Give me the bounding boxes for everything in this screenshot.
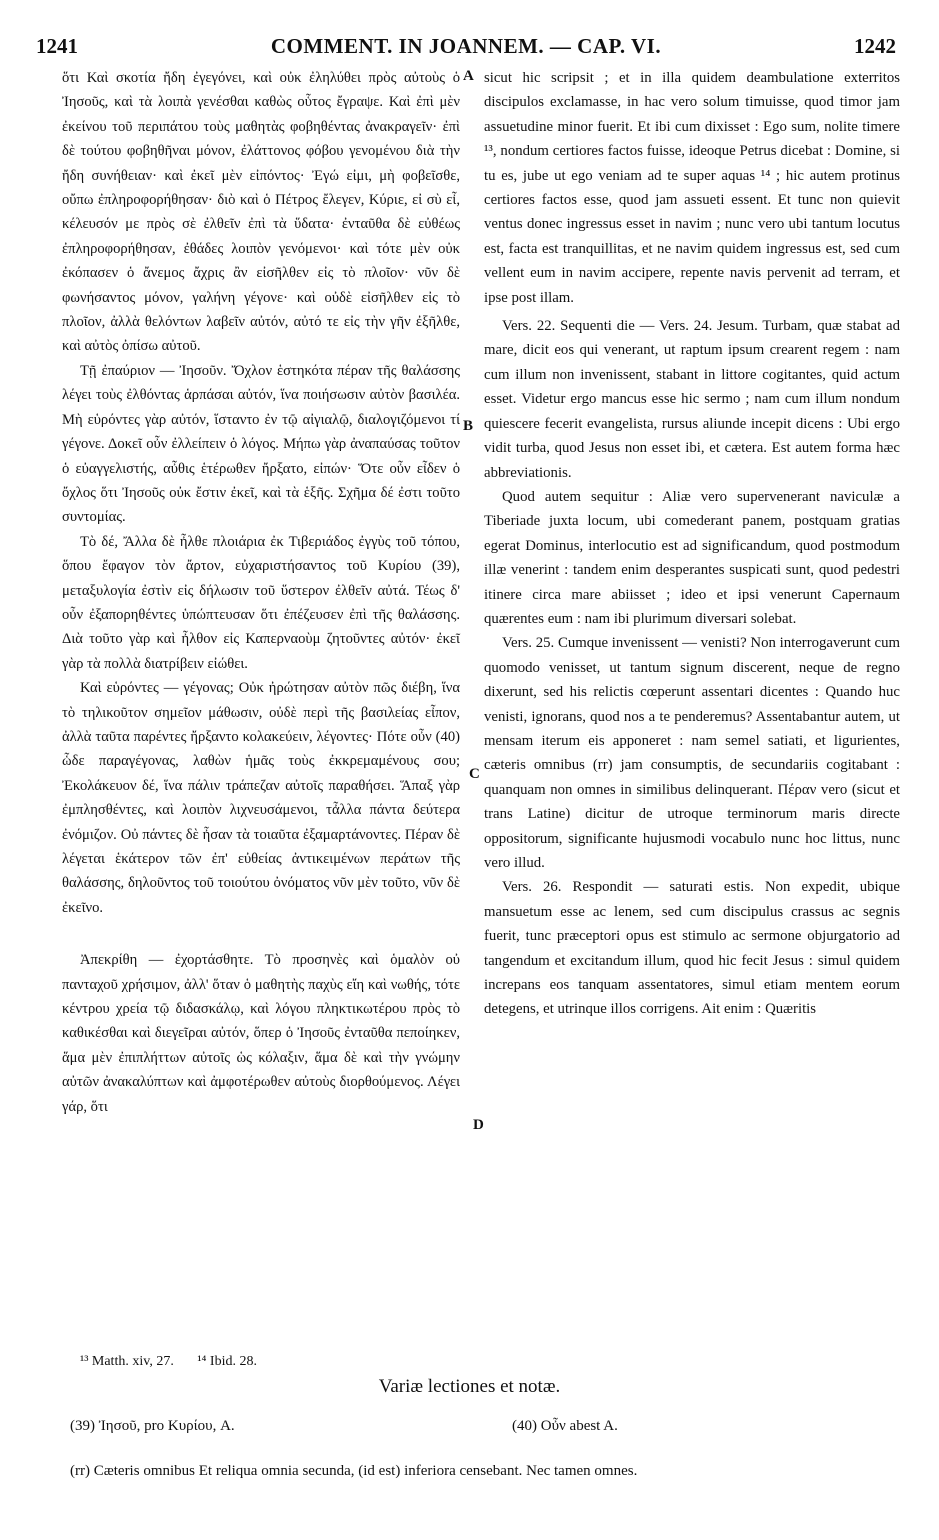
latin-paragraph-3: Quod autem sequitur : Aliæ vero supervenerant naviculæ a Tiberiade juxta locum, ubi comederant panem, postquam gratias egerat Dominus, interlocutio est ad significandum, quod postmodum illæ venerint : tandem enim desperantes suspicati sunt, quod pedestri itinere circa mare abiisset ; ideo et ipsi venerunt Capernaum quærentes eum : nam ibi plurimum diversari solebat. <box>484 488 900 627</box>
variant-40: (40) Οὖν abest A. <box>512 1418 618 1434</box>
greek-paragraph-5: Ἀπεκρίθη — ἐχορτάσθητε. Τὸ προσηνὲς καὶ ὁμαλὸν οὐ πανταχοῦ χρήσιμον, ἀλλ' ὅταν ὁ μαθητὴς παχὺς εἴη καὶ νωθής, τότε κέντρου χρεία τῷ διδασκάλῳ, καὶ λόγου πληκτικωτέρου πρὸς τὸ καθικέσθαι καὶ διεγεῖραι αὐτόν, ὅπερ ὁ Ἰησοῦς ἐνταῦθα πεποίηκεν, ἅμα μὲν ἐπιπλήττων αὐτοῖς ὡς κόλαξιν, ἅμα δὲ καὶ τὴν γνώμην αὐτῶν ἀνακαλύπτων καὶ ἀμφοτέρωθεν αὐτοὺς διορθούμενος. Λέγει γάρ, ὅτι <box>62 952 460 1115</box>
latin-column <box>484 66 900 1022</box>
margin-letter-c: C <box>469 766 480 782</box>
latin-paragraph-5: Vers. 26. Respondit — saturati estis. Non expedit, ubique mansuetum esse ac lenem, sed cum discipulus crassus ac segnis fuerit, tunc præceptori opus est stimulo ac sermone objurgatorio ad tangendum et excitandum illum, quod hic fecit Jesus : simul quidem increpans eos tanquam assentatores, simul etiam mentem eorum detegens, et utrinque illos corrigens. Ait enim : Quæritis <box>484 879 900 1018</box>
margin-letter-d: D <box>473 1117 484 1133</box>
margin-letter-b: B <box>463 418 474 434</box>
greek-paragraph-1: ὅτι Καὶ σκοτία ἤδη ἐγεγόνει, καὶ οὐκ ἐληλύθει πρὸς αὐτοὺς ὁ Ἰησοῦς, καὶ τὰ λοιπὰ γενέσθαι καθὼς οὗτος ἔγραψε. Καὶ ἐπὶ μὲν ἐκείνου τοῦ περιπάτου τοὺς μαθητὰς φοβηθέντας ἀνακραγεῖν· ἐπὶ δὲ τούτου φοβηθῆναι μόνον, ἐλάττονος φόβου γενομένου διὰ τὴν ἤδη συνήθειαν· καὶ ἐκεῖ μὲν εἰπόντος· Ἐγώ εἰμι, μὴ φοβεῖσθε, οὔπω ἐπληροφορήθησαν· διὸ καὶ ὁ Πέτρος ἔλεγεν, Κύριε, εἰ σὺ εἶ, κέλευσόν με πρὸς σὲ ἐλθεῖν ἐπὶ τὰ ὕδατα· ἐνταῦθα δὲ εὐθέως ἐπληροφορήθησαν, ἐθάδες λοιπὸν γενόμενοι· καὶ τότε μὲν οὐκ ἐκόπασεν ὁ ἄνεμος ἄχρις ἂν εἰσῆλθεν εἰς τὸ πλοῖον· νῦν δὲ φωνήσαντος μόνον, γαλήνη γέγονε· καὶ οὐδὲ εἰσῆλθεν εἰς τὸ πλοῖον, ἀλλὰ θελόντων λαβεῖν αὐτόν, αὐτό τε εἰς τὴν γῆν ἐξῆλθε, καὶ αὐτὸς ὀπίσω αὐτοῦ. <box>62 70 460 355</box>
variant-rr: (rr) Cæteris omnibus Et reliqua omnia secunda, (id est) inferiora censebant. Nec tamen omnes. <box>70 1463 638 1479</box>
latin-paragraph-4: Vers. 25. Cumque invenissent — venisti? Non interrogaverunt cum quomodo venisset, ut tantum signum discerent, neque de regno dixerunt, sed his relictis cœperunt assentari dicentes : Quando huc venisti, ignorans, quod nos a te penderemus? Assentabantur autem, ut mensam iterum eis apponeret : nam semel satiati, et ligurientes, cæteris omnibus (rr) jam consumptis, de secundariis cogitabant : quanquam non omnes in similibus delinquerant. Πέραν vero (sicut et trans Latine) dicitur de utroque terminorum maris directe oppositorum, significante hujusmodi vocabulo nunc hoc littus, nunc vero illud. <box>484 635 900 871</box>
page-number-right: 1242 <box>854 34 896 58</box>
variae-heading: Variæ lectiones et notæ. <box>378 1376 561 1397</box>
footnote-13: ¹³ Matth. xiv, 27. <box>80 1354 174 1369</box>
greek-paragraph-4: Καὶ εὑρόντες — γέγονας; Οὐκ ἠρώτησαν αὐτὸν πῶς διέβη, ἵνα τὸ τηλικοῦτον σημεῖον μάθωσιν, οὐδὲ περὶ τῆς βασιλείας εἶπον, ἀλλὰ ταῦτα παρέντες ἤρξαντο κολακεύειν, λέγοντες· Πότε οὖν (40) ὧδε παραγέγονας, λαθὼν ἡμᾶς τοὺς ἐκκρεμαμένους σου; Ἐκολάκευον δέ, ἵνα πάλιν τράπεζαν αὐτοῖς παραθήσει. Ἅπαξ γὰρ ἐμπλησθέντες, καὶ λοιπὸν λιχνευσάμενοι, τἆλλα πάντα δεύτερα ἐνόμιζον. Οὐ πάντες δὲ ἦσαν τὰ τοιαῦτα ἐξαμαρτάνοντες. Πέραν δὲ λέγεται ἑκάτερον τῶν ἐπ' εὐθείας ἀντικειμένων περάτων τῆς θαλάσσης, δηλοῦντος τοῦ τοιούτου ὀνόματος νῦν μὲν τοῦτο, νῦν δὲ ἐκεῖνο. <box>62 680 460 916</box>
running-title: COMMENT. IN JOANNEM. — CAP. VI. <box>270 34 662 58</box>
greek-column <box>62 66 460 1119</box>
page-number-left: 1241 <box>36 34 78 58</box>
greek-paragraph-2: Τῇ ἐπαύριον — Ἰησοῦν. Ὄχλον ἑστηκότα πέραν τῆς θαλάσσης λέγει τοὺς ἐλθόντας ἁρπάσαι αὐτόν, ἵνα ποιήσωσιν αὐτὸν βασιλέα. Μὴ εὑρόντες γὰρ αὐτόν, ἵσταντο ἐν τῷ αἰγιαλῷ, διαλογιζόμενοι τί γέγονε. Δοκεῖ οὖν ἐλλείπειν ὁ λόγος. Μήπω γὰρ ἀναπαύσας τοῦτον ὁ εὐαγγελιστής, αὖθις ἑτέρωθεν ἤρξατο, εἰπών· Ὅτε οὖν εἶδεν ὁ ὄχλος ὅτι Ἰησοῦς οὐκ ἔστιν ἐκεῖ, καὶ τὰ ἑξῆς. Σχῆμα δέ ἐστι τοῦτο συντομίας. <box>62 362 460 526</box>
latin-paragraph-1: sicut hic scripsit ; et in illa quidem deambulatione exterritos discipulos exclamasse, in hac vero solum timuisse, quod timor jam assuetudine minor fuerit. Et ibi cum dixisset : Ego sum, nolite timere ¹³, nondum certiores factos fuisse, ideoque Petrus dicebat : Domine, si tu es, jube ut ego veniam ad te super aquas ¹⁴ ; hic autem protinus certiores factos esse, quod jam assueti essent. Et tunc non quievit ventus donec ingressus esset in navim ; nunc vero ubi tantum locutus est, facta est tranquillitas, et ne navim quidem ingressus est, sed cum vellent eum in navim accipere, repente navis pervenit ad terram, et ipse post illam. <box>484 70 900 306</box>
footnote-references <box>80 1354 277 1370</box>
greek-paragraph-3: Τὸ δέ, Ἄλλα δὲ ἦλθε πλοιάρια ἐκ Τιβεριάδος ἐγγὺς τοῦ τόπου, ὅπου ἔφαγον τὸν ἄρτον, εὐχαριστήσαντος τοῦ Κυρίου (39), μεταξυλογία ἐστὶν εἰς δήλωσιν τοῦ ὕστερον ἐλθεῖν αὐτά. Τέως δ' οὖν ἐξαπορηθέντες ὑπώπτευσαν ὅτι ἐπέζευσεν ἐπὶ τῆς θαλάσσης. Διὰ τοῦτο γὰρ καὶ ἦλθον εἰς Καπερναοὺμ ζητοῦντες αὐτόν· ἐκεῖ γὰρ τὰ πολλὰ διατρίβειν εἰώθει. <box>62 533 460 672</box>
footnote-14: ¹⁴ Ibid. 28. <box>197 1354 257 1369</box>
page-header <box>36 34 896 64</box>
variant-39: (39) Ἰησοῦ, pro Κυρίου, A. <box>70 1418 235 1434</box>
latin-paragraph-2: Vers. 22. Sequenti die — Vers. 24. Jesum. Turbam, quæ stabat ad mare, dicit eos qui venerant, ut raptum ipsum crearent regem : nam cum illum non invenissent, stabant in littore cogitantes, quid actum esset. Videtur ergo mancus esse hic sermo ; nam cum illum nondum quiescere fecerit evangelista, rursus aliunde incepit dicens : Ubi ergo vidit turba, quod Jesus non esset ibi, et cætera. Est autem forma hæc abbreviationis. <box>484 318 900 481</box>
margin-letter-a: A <box>463 68 474 84</box>
